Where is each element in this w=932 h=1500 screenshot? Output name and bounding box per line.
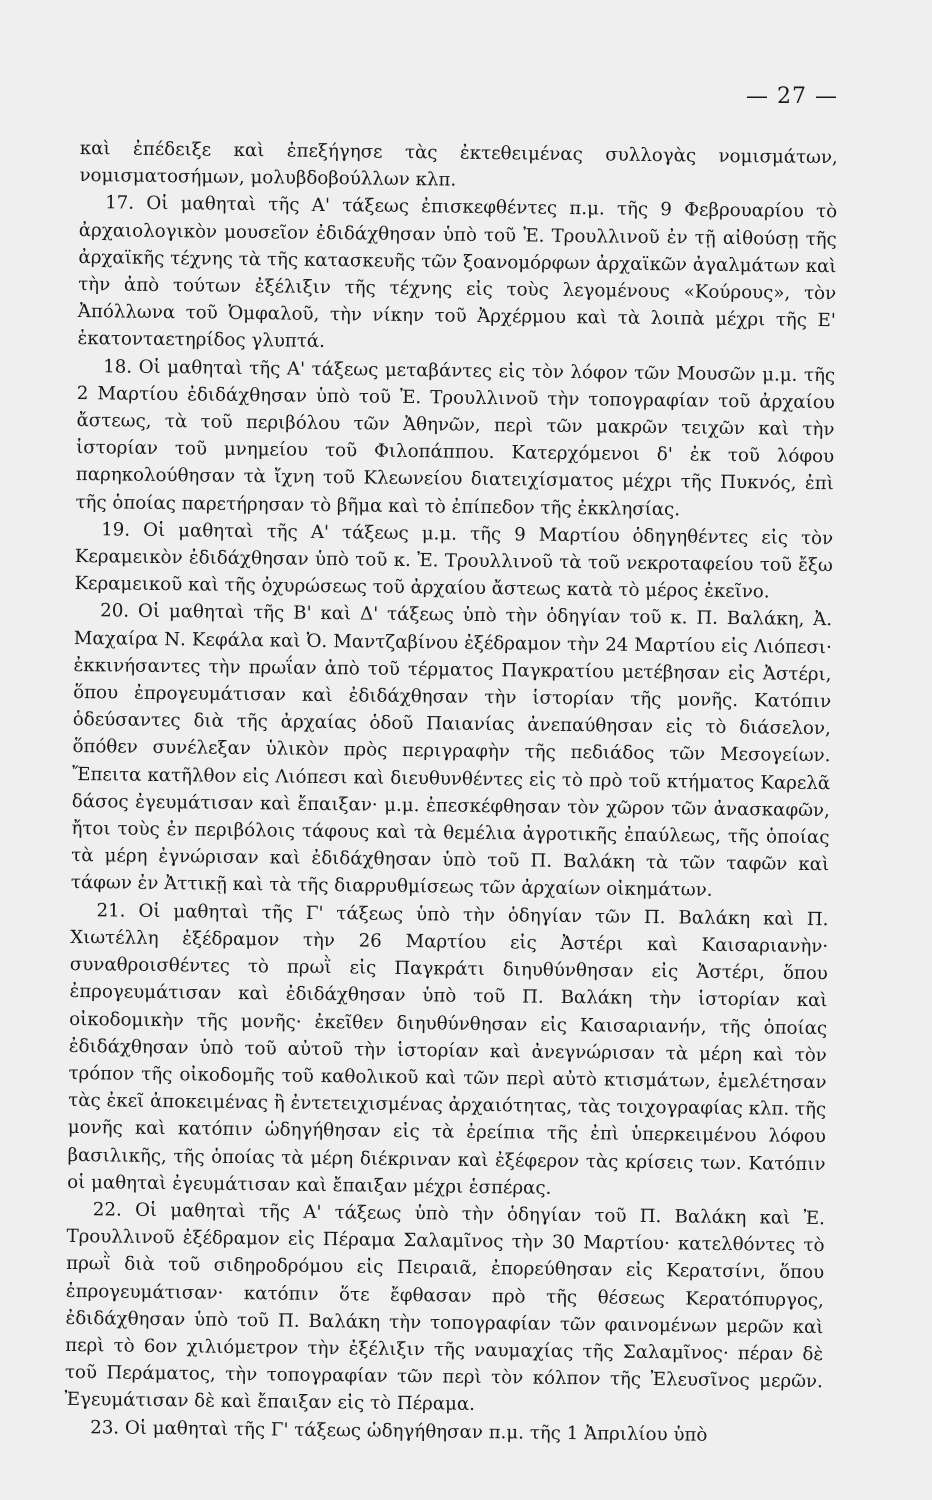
page-number: — 27 — — [746, 84, 838, 109]
paragraph-22: 22. Οἱ μαθηταὶ τῆς Α' τάξεως ὑπὸ τὴν ὁδηγίαν τοῦ Π. Βαλάκη καὶ Ἐ. Τρουλλινοῦ ἐξέδραμον εἰς Πέραμα Σαλαμῖνος τὴν 30 Μαρτίου· κατελθόντες τὸ πρωῒ διὰ τοῦ σιδηροδρόμου εἰς Πειραιᾶ, ἐπορεύθησαν εἰς Κερατσίνι, ὅπου ἐπρογευμάτισαν· κατόπιν ὅτε ἔφθασαν πρὸ τῆς θέσεως Κερατόπυργος, ἐδιδάχθησαν ὑπὸ τοῦ Π. Βαλάκη τὴν τοπογραφίαν τῶν φαινομένων μερῶν καὶ περὶ τὸ 6ον χιλιόμετρον τὴν ἐξέλιξιν τῆς ναυμαχίας τῆς Σαλαμῖνος· πέραν δὲ τοῦ Περάματος, τὴν τοπογραφίαν τῶν περὶ τὸν κόλπον τῆς Ἐλευσῖνος μερῶν. Ἐγευμάτισαν δὲ καὶ ἔπαιξαν εἰς τὸ Πέραμα. — [64, 1199, 825, 1416]
paragraph-continuation: καὶ ἐπέδειξε καὶ ἐπεξήγησε τὰς ἐκτεθειμένας συλλογὰς νομισμάτων, νομισματοσήμων, μολυβδοβούλλων κλπ. — [79, 137, 838, 191]
paragraph-23: 23. Οἱ μαθηταὶ τῆς Γ' τάξεως ὡδηγήθησαν π.μ. τῆς 1 Ἀπριλίου ὑπὸ — [90, 1416, 708, 1446]
body-text — [64, 135, 838, 1450]
paragraph-18: 18. Οἱ μαθηταὶ τῆς Α' τάξεως μεταβάντες εἰς τὸν λόφον τῶν Μουσῶν μ.μ. τῆς 2 Μαρτίου ἐδιδάχθησαν ὑπὸ τοῦ Ἐ. Τρουλλινοῦ τὴν τοπογραφίαν τοῦ ἀρχαίου ἄστεως, τὰ τοῦ περιβόλου τῶν Ἀθηνῶν, περὶ τῶν μακρῶν τειχῶν καὶ τὴν ἱστορίαν τοῦ μνημείου τοῦ Φιλοπάππου. Κατερχόμενοι δ' ἐκ τοῦ λόφου παρηκολούθησαν τὰ ἴχνη τοῦ Κλεωνείου διατειχίσματος μέχρι τῆς Πυκνός, ἐπὶ τῆς ὁποίας παρετήρησαν τὸ βῆμα καὶ τὸ ἐπίπεδον τῆς ἐκκλησίας. — [75, 355, 836, 520]
paragraph-21: 21. Οἱ μαθηταὶ τῆς Γ' τάξεως ὑπὸ τὴν ὁδηγίαν τῶν Π. Βαλάκη καὶ Π. Χιωτέλλη ἐξέδραμον τὴν 26 Μαρτίου εἰς Ἀστέρι καὶ Καισαριανὴν· συναθροισθέντες τὸ πρωῒ εἰς Παγκράτι διηυθύνθησαν εἰς Ἀστέρι, ὅπου ἐπρογευμάτισαν καὶ ἐδιδάχθησαν ὑπὸ τοῦ Π. Βαλάκη τὴν ἱστορίαν καὶ οἰκοδομικὴν τῆς μονῆς· ἐκεῖθεν διηυθύνθησαν εἰς Καισαριανήν, τῆς ὁποίας ἐδιδάχθησαν ὑπὸ τοῦ αὐτοῦ τὴν ἱστορίαν καὶ ἀνεγνώρισαν τὰ μέρη καὶ τὸν τρόπον τῆς οἰκοδομῆς τοῦ καθολικοῦ καὶ τῶν περὶ αὐτὸ κτισμάτων, ἐμελέτησαν τὰς ἐκεῖ ἀποκειμένας ἢ ἐντετειχισμένας ἀρχαιότητας, τὰς τοιχογραφίας κλπ. τῆς μονῆς καὶ κατόπιν ὡδηγήθησαν εἰς τὰ ἐρείπια τῆς ἐπὶ ὑπερκειμένου λόφου βασιλικῆς, τῆς ὁποίας τὰ μέρη διέκριναν καὶ ἐξέφερον τὰς κρίσεις των. Κατόπιν οἱ μαθηταὶ ἐγευμάτισαν καὶ ἔπαιξαν μέχρι ἑσπέρας. — [67, 899, 829, 1199]
paragraph-17: 17. Οἱ μαθηταὶ τῆς Α' τάξεως ἐπισκεφθέντες π.μ. τῆς 9 Φεβρουαρίου τὸ ἀρχαιολογικὸν μουσεῖον ἐδιδάχθησαν ὑπὸ τοῦ Ἐ. Τρουλλινοῦ ἐν τῇ αἰθούσῃ τῆς ἀρχαϊκῆς τέχνης τὰ τῆς κατασκευῆς τῶν ξοανομόρφων ἀρχαϊκῶν ἀγαλμάτων καὶ τὴν ἀπὸ τούτων ἐξέλιξιν τῆς τέχνης εἰς τοὺς λεγομένους «Κούρους», τὸν Ἀπόλλωνα τοῦ Ὀμφαλοῦ, τὴν νίκην τοῦ Ἀρχέρμου καὶ τὰ λοιπὰ μέχρι τῆς Ε' ἑκατονταετηρίδος γλυπτά. — [77, 192, 838, 353]
paragraph-20: 20. Οἱ μαθηταὶ τῆς Β' καὶ Δ' τάξεως ὑπὸ τὴν ὁδηγίαν τοῦ κ. Π. Βαλάκη, Ἀ. Μαχαίρα Ν. Κεφάλα καὶ Ὀ. Μαντζαβίνου ἐξέδραμον τὴν 24 Μαρτίου εἰς Λιόπεσι· ἐκκινήσαντες τὴν πρωΐαν ἀπὸ τοῦ τέρματος Παγκρατίου μετέβησαν εἰς Ἀστέρι, ὅπου ἐπρογευμάτισαν καὶ ἐδιδάχθησαν τὴν ἱστορίαν τῆς μονῆς. Κατόπιν ὁδεύσαντες διὰ τῆς ἀρχαίας ὁδοῦ Παιανίας ἀνεπαύθησαν εἰς τὸ διάσελον, ὅπόθεν συνέλεξαν ὑλικὸν πρὸς περιγραφὴν τῆς πεδιάδος τῶν Μεσογείων. Ἔπειτα κατῆλθον εἰς Λιόπεσι καὶ διευθυνθέντες εἰς τὸ πρὸ τοῦ κτήματος Καρελᾶ δάσος ἐγευμάτισαν καὶ ἔπαιξαν· μ.μ. ἐπεσκέφθησαν τὸν χῶρον τῶν ἀνασκαφῶν, ἤτοι τοὺς ἐν περιβόλοις τάφους καὶ τὰ θεμέλια ἀγροτικῆς ἐπαύλεως, τῆς ὁποίας τὰ μέρη ἐγνώρισαν καὶ ἐδιδάχθησαν ὑπὸ τοῦ Π. Βαλάκη τὰ τῶν ταφῶν καὶ τάφων ἐν Ἀττικῇ καὶ τὰ τῆς διαρρυθμίσεως τῶν ἀρχαίων οἰκημάτων. — [70, 600, 833, 902]
paragraph-19: 19. Οἱ μαθηταὶ τῆς Α' τάξεως μ.μ. τῆς 9 Μαρτίου ὁδηγηθέντες εἰς τὸν Κεραμεικὸν ἐδιδάχθησαν ὑπὸ τοῦ κ. Ἐ. Τρουλλινοῦ τὰ τοῦ νεκροταφείου τοῦ ἔξω Κεραμεικοῦ καὶ τῆς ὀχυρώσεως τοῦ ἀρχαίου ἄστεως κατὰ τὸ μέρος ἐκεῖνο. — [74, 519, 834, 603]
